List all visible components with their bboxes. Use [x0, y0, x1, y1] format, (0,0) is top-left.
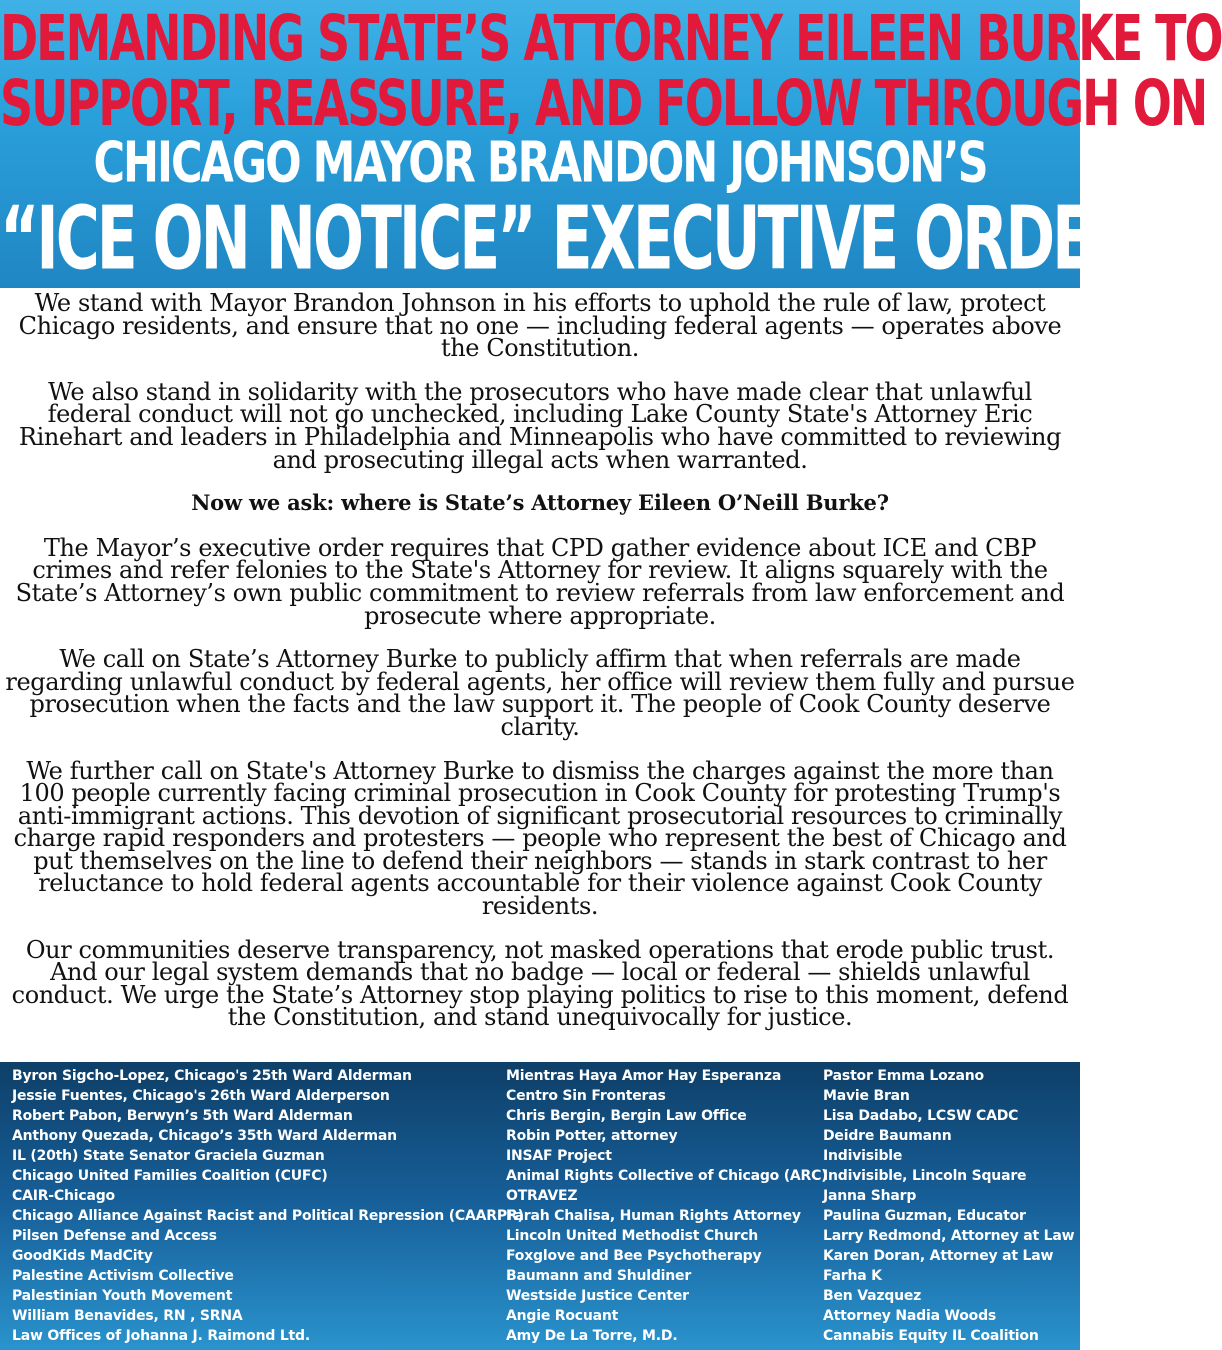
signatory: Janna Sharp	[823, 1188, 917, 1204]
signatory: Farah Chalisa, Human Rights Attorney	[506, 1208, 801, 1224]
signatory: Mavie Bran	[823, 1088, 910, 1104]
signatory: Law Offices of Johanna J. Raimond Ltd.	[12, 1328, 310, 1344]
signatory: Baumann and Shuldiner	[506, 1268, 692, 1284]
statement-body	[0, 289, 1080, 1060]
signatories-column-1	[12, 1066, 524, 1346]
signatory: Amy De La Torre, M.D.	[506, 1328, 678, 1344]
headline-line-1: DEMANDING STATE’S ATTORNEY EILEEN BURKE TO	[0, 0, 1222, 75]
signatory: Cannabis Equity IL Coalition	[823, 1328, 1039, 1344]
headline-line-3: CHICAGO MAYOR BRANDON JOHNSON’S	[93, 130, 987, 196]
signatory: Mientras Haya Amor Hay Esperanza	[506, 1068, 782, 1084]
signatory: Animal Rights Collective of Chicago (ARC)	[506, 1168, 828, 1184]
signatory: Chris Bergin, Bergin Law Office	[506, 1108, 747, 1124]
signatory: Attorney Nadia Woods	[823, 1308, 997, 1324]
signatory: IL (20th) State Senator Graciela Guzman	[12, 1148, 325, 1164]
signatory: Centro Sin Fronteras	[506, 1088, 666, 1104]
headline-line-4: “ICE ON NOTICE” EXECUTIVE ORDER	[0, 188, 1134, 291]
signatory: Palestinian Youth Movement	[12, 1288, 233, 1304]
headline-line-2: SUPPORT, REASSURE, AND FOLLOW THROUGH ON	[0, 65, 1207, 140]
signatory: Indivisible	[823, 1148, 903, 1164]
paragraph-dismiss-charges: We further call on State's Attorney Burke to dismiss the charges against the more than 100 people currently facing criminal prosecution in Cook County for protesting Trump's anti-immigrant actions. This devotion of significant prosecutorial resources to criminally charge rapid responders and protesters — people who represent the best of Chicago and put themselves on the line to defend their neighbors — stands in stark contrast to her reluctance to hold federal agents accountable for their violence against Cook County residents.	[13, 756, 1067, 921]
paragraph-solidarity: We also stand in solidarity with the prosecutors who have made clear that unlawful federal conduct will not go unchecked, including Lake County State's Attorney Eric Rinehart and leaders in Philadelphia and Minneapolis who have committed to reviewing and prosecuting illegal acts when warranted.	[18, 377, 1062, 474]
signatory: OTRAVEZ	[506, 1188, 578, 1204]
signatories-column-3	[823, 1066, 1074, 1346]
signatory: CAIR-Chicago	[12, 1188, 115, 1204]
paragraph-support-mayor: We stand with Mayor Brandon Johnson in his efforts to uphold the rule of law, protect Chicago residents, and ensure that no one — including federal agents — operates above the Constitution.	[18, 289, 1062, 363]
signatory: GoodKids MadCity	[12, 1248, 153, 1264]
signatory: William Benavides, RN , SRNA	[12, 1308, 243, 1324]
signatory: Indivisible, Lincoln Square	[823, 1168, 1027, 1184]
signatory: Karen Doran, Attorney at Law	[823, 1248, 1054, 1264]
signatory: Foxglove and Bee Psychotherapy	[506, 1248, 762, 1264]
signatory: Chicago Alliance Against Racist and Political Repression (CAARPR)	[12, 1208, 524, 1224]
signatory: Lincoln United Methodist Church	[506, 1228, 759, 1244]
signatories-section	[0, 1062, 1080, 1350]
signatory: Westside Justice Center	[506, 1288, 689, 1304]
signatory: Angie Rocuant	[506, 1308, 619, 1324]
header-banner	[0, 0, 1222, 291]
signatory: Paulina Guzman, Educator	[823, 1208, 1026, 1224]
signatory: Robert Pabon, Berwyn’s 5th Ward Alderman	[12, 1108, 353, 1124]
signatory: Chicago United Families Coalition (CUFC)	[12, 1168, 328, 1184]
question-heading: Now we ask: where is State’s Attorney Eileen O’Neill Burke?	[191, 490, 889, 516]
signatories-column-2	[506, 1066, 827, 1346]
signatory: Jessie Fuentes, Chicago's 26th Ward Alderperson	[12, 1088, 390, 1104]
signatory: Farha K	[823, 1268, 882, 1284]
signatory: INSAF Project	[506, 1148, 612, 1164]
signatory: Pilsen Defense and Access	[12, 1228, 217, 1244]
signatory: Ben Vazquez	[823, 1288, 922, 1304]
signatory: Lisa Dadabo, LCSW CADC	[823, 1108, 1019, 1124]
signatory: Byron Sigcho-Lopez, Chicago's 25th Ward Alderman	[12, 1068, 412, 1084]
paragraph-call-affirm: We call on State’s Attorney Burke to publicly affirm that when referrals are made regarding unlawful conduct by federal agents, her office will review them fully and pursue prosecution when the facts and the law support it. The people of Cook County deserve clarity.	[5, 645, 1075, 741]
signatory: Robin Potter, attorney	[506, 1128, 678, 1144]
signatory: Anthony Quezada, Chicago’s 35th Ward Alderman	[12, 1128, 397, 1144]
signatory: Palestine Activism Collective	[12, 1268, 234, 1284]
signatory: Pastor Emma Lozano	[823, 1068, 984, 1084]
signatory: Larry Redmond, Attorney at Law	[823, 1228, 1075, 1244]
paragraph-closing: Our communities deserve transparency, not masked operations that erode public trust. And our legal system demands that no badge — local or federal — shields unlawful conduct. We urge the State’s Attorney stop playing politics to rise to this moment, defend the Constitution, and stand unequivocally for justice.	[11, 935, 1069, 1032]
signatory: Deidre Baumann	[823, 1128, 952, 1144]
paragraph-executive-order: The Mayor’s executive order requires that CPD gather evidence about ICE and CBP crimes and refer felonies to the State's Attorney for review. It aligns squarely with the State’s Attorney’s own public commitment to review referrals from law enforcement and prosecute where appropriate.	[15, 533, 1065, 630]
